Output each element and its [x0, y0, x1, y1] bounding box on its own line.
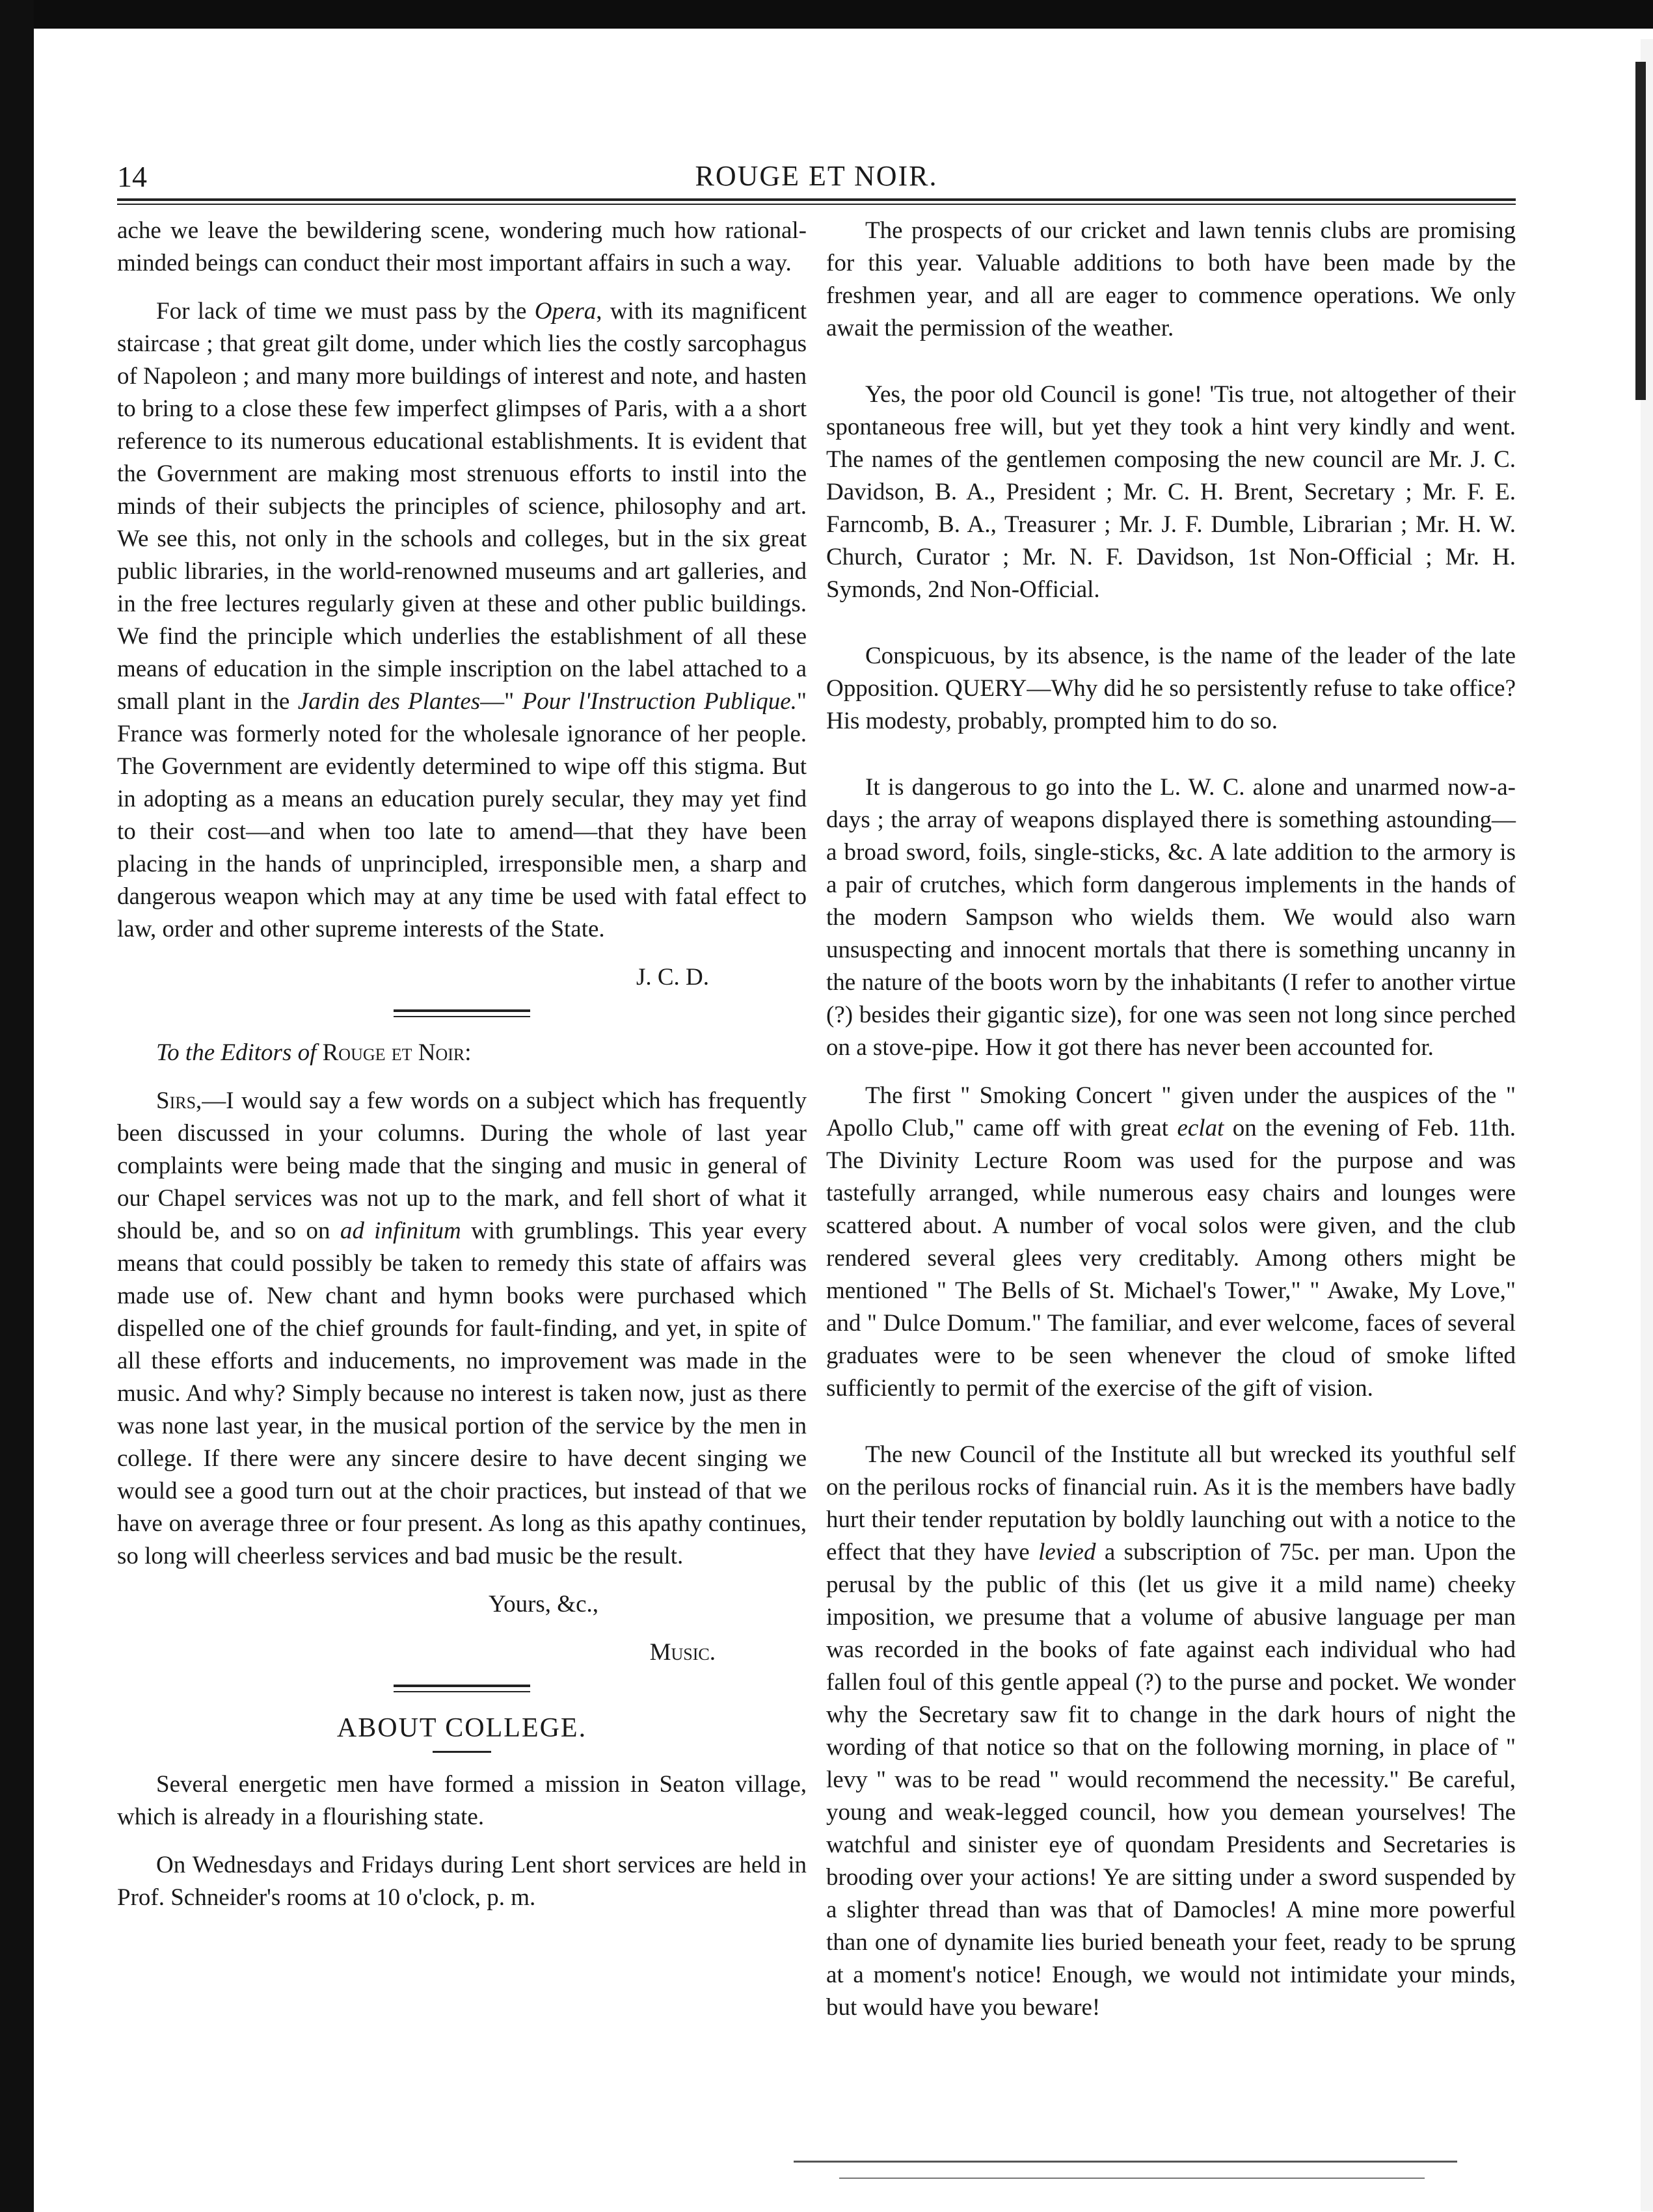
paragraph: ache we leave the bewildering scene, wondering much how rational-minded beings can conduct their most important affairs in such a way. — [117, 217, 807, 276]
spacer — [826, 1420, 1516, 1439]
text-run: To the Editors of — [156, 1039, 323, 1066]
paragraph-concert — [826, 1080, 1516, 1405]
header-rule-thin — [117, 204, 1516, 205]
spacer — [826, 622, 1516, 640]
letter-addressee — [117, 1037, 807, 1069]
text-run: on the evening of Feb. 11th. The Divinity Lecture Room was used for the purpose and was tastefully arranged, while numerous easy chairs and lounges were scattered about. A number of vocal solos were given, and the club rendered several glees very creditably. Among others might be mentioned " The Bells of St. Michael's Tower," " Awake, My Love," and " Dulce Domum." The familiar, and ever welcome, faces of several graduates were to be seen whenever the cloud of smoke lifted sufficiently to permit of the exercise of the gift of vision. — [826, 1115, 1516, 1402]
section-divider-thin — [394, 1016, 530, 1017]
section-divider-thin — [394, 1691, 530, 1692]
section-divider — [394, 1685, 530, 1687]
paragraph-cricket: The prospects of our cricket and lawn tennis clubs are promising for this year. Valuable additions to both have been made by the freshmen year, and all are eager to commence operations. We only await the permission of the weather. — [826, 217, 1516, 341]
running-title: ROUGE ET NOIR. — [695, 160, 938, 192]
text-run: The first " Smoking Concert " given under the auspices of the " Apollo Club," came off with great — [826, 1082, 1516, 1141]
bottom-rule — [794, 2161, 1457, 2163]
italic-text: ad infinitum — [340, 1218, 461, 1244]
text-run: : — [464, 1039, 472, 1066]
spacer — [826, 360, 1516, 379]
signature-jcd: J. C. D. — [636, 964, 709, 991]
right-column — [826, 215, 1516, 2040]
paragraph: Several energetic men have formed a mission in Seaton village, which is already in a flourishing state. — [117, 1771, 807, 1830]
salutation: Sirs, — [156, 1087, 202, 1114]
scan-right-bar — [1635, 62, 1646, 400]
text-run: The new Council of the Institute all but wrecked its youthful self on the perilous rocks of financial ruin. As it is the members have badly hurt their tender reputation by boldly launching out with a notice to the effect that they have — [826, 1441, 1516, 1566]
paragraph-council: Yes, the poor old Council is gone! 'Tis true, not altogether of their spontaneous free will, but yet they took a hint very kindly and went. The names of the gentlemen composing the new council are Mr. J. C. Davidson, B. A., President ; Mr. C. H. Brent, Secretary ; Mr. F. E. Farncomb, B. A., Treasurer ; Mr. J. F. Dumble, Librarian ; Mr. H. W. Church, Curator ; Mr. N. F. Davidson, 1st Non-Official ; Mr. H. Symonds, 2nd Non-Official. — [826, 381, 1516, 603]
heading-rule — [433, 1751, 491, 1753]
italic-text: Opera — [534, 298, 597, 325]
paragraph-lwc: It is dangerous to go into the L. W. C. alone and unarmed now-a-days ; the array of weapons displayed there is something astounding—a broad sword, foils, single-sticks, &c. A late addition to the armory is a pair of crutches, which form dangerous implements in the hands of the modern Sampson who wields them. We would also warn unsuspecting and innocent mortals that there is something uncanny in the nature of the boots worn by the inhabitants (I refer to another virtue (?) besides their gigantic size), for one was seen not long since perched on a stove-pipe. How it got there has never been accounted for. — [826, 774, 1516, 1061]
italic-text: levied — [1038, 1539, 1096, 1566]
text-run: , with its magnificent staircase ; that great gilt dome, under which lies the costly sarcophagus of Napoleon ; and many more buildings of interest and note, and hasten to bring to a close these few imperfect glimpses of Paris, with a a short reference to its numerous educational establishments. It is evident that the Government are making most strenuous efforts to instil into the minds of their subjects the principles of science, philosophy and art. We see this, not only in the schools and colleges, but in the six great public libraries, in the world-renowned museums and art galleries, and in the free lectures regularly given at these and other public buildings. We find the principle which underlies the establishment of all these means of education in the simple inscription on the label attached to a small plant in the — [117, 298, 807, 715]
section-divider — [394, 1009, 530, 1012]
spacer — [826, 753, 1516, 771]
left-column — [117, 215, 807, 1930]
paragraph-paris — [117, 295, 807, 946]
text-run: —" — [480, 688, 522, 715]
paragraph-opposition: Conspicuous, by its absence, is the name of the leader of the late Opposition. QUERY—Why did he so persistently refuse to take office? His modesty, probably, prompted him to do so. — [826, 643, 1516, 734]
text-run: with grumblings. This year every means that could possibly be taken to remedy this state of affairs was made use of. New chant and hymn books were purchased which dispelled one of the chief grounds for fault-finding, and yet, in spite of all these efforts and inducements, no improvement was made in the music. And why? Simply because no interest is taken now, just as there was none last year, in the musical portion of the service by the men in college. If there were any sincere desire to have decent singing we would see a good turn out at the choir practices, but instead of that we have on average three or four present. As long as this apathy continues, so long will cheerless services and bad music be the result. — [117, 1218, 807, 1569]
scan-left-border — [0, 0, 34, 2212]
page-header — [117, 159, 1516, 197]
journal-name: Rouge et Noir — [322, 1039, 465, 1066]
letter-body — [117, 1085, 807, 1573]
bottom-rule-thin — [839, 2178, 1425, 2179]
text-run: For lack of time we must pass by the — [156, 298, 535, 325]
italic-text: Jardin des Plantes — [297, 688, 481, 715]
page-number: 14 — [117, 160, 147, 193]
text-run: " France was formerly noted for the wholesale ignorance of her people. The Government are evidently determined to wipe off this stigma. But in adopting as a means an education purely secular, they may yet find to their cost—and when too late to amend—that they have been placing in the hands of unprincipled, irresponsible men, a sharp and dangerous weapon which may at any time be used with fatal effect to law, order and other supreme interests of the State. — [117, 688, 807, 942]
paragraph-institute — [826, 1439, 1516, 2024]
text-run: —I would say a few words on a subject which has frequently been discussed in your columns. During the whole of last year complaints were being made that the singing and music in general of our Chapel services was not up to the mark, and fell short of what it should be, and so on — [117, 1087, 807, 1244]
italic-text: eclat — [1177, 1115, 1224, 1141]
italic-text: Pour l'Instruction Publique. — [522, 688, 797, 715]
header-rule — [117, 198, 1516, 201]
section-heading: ABOUT COLLEGE. — [336, 1713, 587, 1743]
letter-signature: Music. — [649, 1639, 716, 1666]
text-run: a subscription of 75c. per man. Upon the perusal by the public of this (let us give it a mild name) cheeky imposition, we presume that a volume of abusive language per man was recorded in the books of fate against each individual who had fallen foul of this gentle appeal (?) to the purse and pocket. We wonder why the Secretary saw fit to change in the dark hours of night the wording of that notice so that on the following morning, in place of " levy " was to be read " would recommend the necessity." Be careful, young and weak-legged council, how you demean yourselves! The watchful and sinister eye of quondam Presidents and Secretaries is brooding over your actions! Ye are sitting under a sword suspended by a slighter thread than was that of Damocles! A mine more powerful than one of dynamite lies buried beneath your feet, ready to be sprung at a moment's notice! Enough, we would not intimidate your minds, but would have you beware! — [826, 1539, 1516, 2021]
paragraph: On Wednesdays and Fridays during Lent short services are held in Prof. Schneider's rooms at 10 o'clock, p. m. — [117, 1852, 807, 1911]
letter-closing: Yours, &c., — [489, 1591, 598, 1618]
scan-top-border — [0, 0, 1653, 29]
